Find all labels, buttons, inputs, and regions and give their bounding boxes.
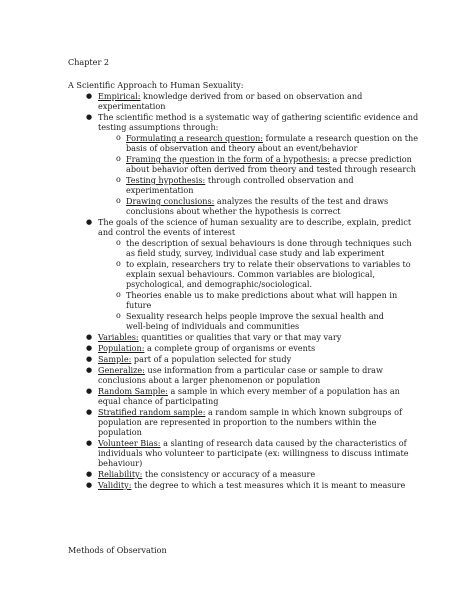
goal-description: the description of sexual behaviours is done through techniques such (126, 238, 412, 248)
sub-bullet-icon: o (116, 259, 121, 268)
definition-sample: Sample: part of a population selected for study (98, 354, 292, 364)
goals-line-cont: and control the events of interest (98, 227, 236, 237)
definition-validity: Validity: the degree to which a test measures which it is meant to measure (98, 480, 406, 490)
goal-explain-cont: explain sexual behaviours. Common variables are biological, (126, 269, 375, 279)
step-testing: Testing hypothesis: through controlled observation and (126, 175, 354, 185)
step-framing-cont: about behavior often derived from theory and tested through research (126, 164, 416, 174)
bullet-icon: ● (86, 366, 93, 374)
bullet-icon: ● (86, 355, 93, 363)
step-conclusions: Drawing conclusions: analyzes the results of the test and draws (126, 196, 389, 206)
step-formulating-cont: basis of observation and theory about an event/behavior (126, 143, 358, 153)
sub-bullet-icon: o (116, 133, 121, 142)
goal-explain-cont2: psychological, and demographic/sociological. (126, 279, 313, 289)
goal-theories: Theories enable us to make predictions about what will happen in (126, 290, 398, 300)
goal-explain: to explain, researchers try to relate their observations to variables to (126, 259, 411, 269)
sub-bullet-icon: o (116, 290, 121, 299)
definition-stratified-cont2: population (98, 427, 142, 437)
bullet-icon: ● (86, 408, 93, 416)
bullet-icon: ● (86, 387, 93, 395)
bullet-icon: ● (86, 113, 93, 121)
definition-empirical: Empirical: knowledge derived from or based on observation and (98, 91, 363, 101)
term-empirical: Empirical: (98, 91, 141, 101)
sub-bullet-icon: o (116, 196, 121, 205)
goal-theories-cont: future (126, 300, 152, 310)
definition-volunteer-bias-cont2: behaviour) (98, 458, 143, 468)
definition-random-sample-cont: equal chance of participating (98, 396, 219, 406)
definition-volunteer-bias: Volunteer Bias: a slanting of research data caused by the characteristics of (98, 438, 407, 448)
step-testing-cont: experimentation (126, 185, 194, 195)
chapter-heading: Chapter 2 (68, 57, 110, 67)
bullet-icon: ● (86, 218, 93, 226)
definition-generalize: Generalize: use information from a particular case or sample to draw (98, 365, 383, 375)
bullet-icon: ● (86, 333, 93, 341)
bullet-icon: ● (86, 470, 93, 478)
definition-generalize-cont: conclusions about a larger phenomenon or population (98, 375, 321, 385)
sub-bullet-icon: o (116, 154, 121, 163)
sub-bullet-icon: o (116, 175, 121, 184)
definition-variables: Variables: quantities or qualities that vary or that may vary (98, 332, 342, 342)
section-title: A Scientific Approach to Human Sexuality: (68, 80, 244, 90)
step-conclusions-cont: conclusions about whether the hypothesis is correct (126, 206, 341, 216)
definition-population: Population: a complete group of organisms or events (98, 343, 316, 353)
scientific-method-line: The scientific method is a systematic way of gathering scientific evidence and (98, 112, 419, 122)
step-formulating: Formulating a research question: formulate a research question on the (126, 133, 419, 143)
definition-reliability: Reliability: the consistency or accuracy of a measure (98, 469, 316, 479)
bullet-icon: ● (86, 439, 93, 447)
definition-stratified: Stratified random sample: a random sample in which known subgroups of (98, 407, 402, 417)
sub-bullet-icon: o (116, 311, 121, 320)
goal-research-cont: well-being of individuals and communities (126, 321, 300, 331)
bullet-icon: ● (86, 344, 93, 352)
definition-empirical-cont: experimentation (98, 101, 166, 111)
definition-volunteer-bias-cont: individuals who volunteer to participate (ex: willingness to discuss intimate (98, 448, 409, 458)
sub-bullet-icon: o (116, 238, 121, 247)
goals-line: The goals of the science of human sexuality are to describe, explain, predict (98, 217, 412, 227)
scientific-method-line-cont: testing assumptions through: (98, 122, 219, 132)
goal-research: Sexuality research helps people improve the sexual health and (126, 311, 384, 321)
goal-description-cont: as field study, survey, individual case study and lab experiment (126, 248, 385, 258)
bullet-icon: ● (86, 92, 93, 100)
step-framing: Framing the question in the form of a hypothesis: a precse prediction (126, 154, 412, 164)
definition-random-sample: Random Sample: a sample in which every member of a population has an (98, 386, 400, 396)
bullet-icon: ● (86, 481, 93, 489)
methods-heading: Methods of Observation (68, 545, 167, 555)
definition-stratified-cont: population are represented in proportion to the numbers within the (98, 417, 377, 427)
